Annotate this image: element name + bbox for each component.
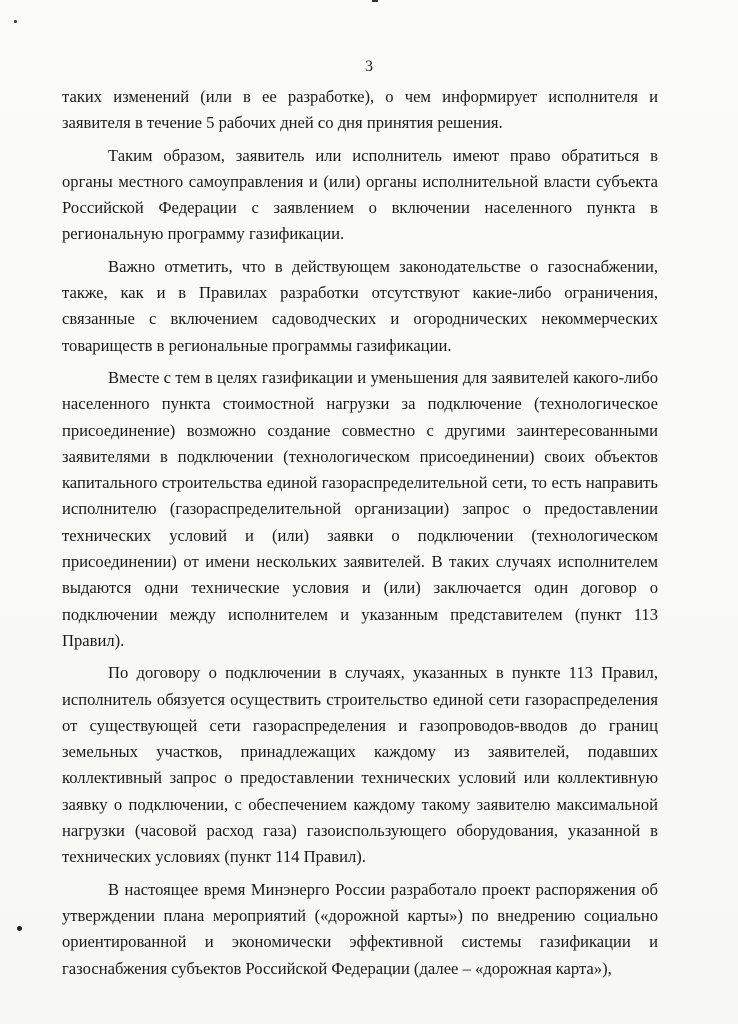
scan-mark: [14, 20, 17, 23]
scan-mark: [372, 0, 378, 2]
paragraph: Вместе с тем в целях газификации и уменьшения для заявителей какого-либо населенного пункта стоимостной нагрузки за подключение (технологическое присоединение) возможно создание совместно с другими заинтересованными заявителями в подключении (технологическом присоединении) своих объектов капитального строительства единой газораспределительной сети, то есть направить исполнителю (газораспределительной организации) запрос о предоставлении технических условий и (или) заявки о подключении (технологическом присоединении) от имени нескольких заявителей. В таких случаях исполнителем выдаются одни технические условия и (или) заключается один договор о подключении между исполнителем и указанным представителем (пункт 113 Правил).: [62, 367, 658, 650]
page-number: 3: [365, 58, 373, 75]
paragraph: В настоящее время Минэнерго России разработало проект распоряжения об утверждении плана мероприятий («дорожной карты») по внедрению социально ориентированной и экономически эффективной системы газификации и газоснабжения субъектов Российской Федерации (далее – «дорожная карта»),: [62, 879, 658, 978]
scan-speck: [17, 926, 22, 931]
paragraph: таких изменений (или в ее разработке), о чем информирует исполнителя и заявителя в течение 5 рабочих дней со дня принятия решения.: [62, 87, 658, 133]
document-body: [62, 84, 658, 988]
paragraph: Таким образом, заявитель или исполнитель имеют право обратиться в органы местного самоуправления и (или) органы исполнительной власти субъекта Российской Федерации с заявлением о включении населенного пункта в региональную программу газификации.: [62, 145, 658, 244]
paragraph: Важно отметить, что в действующем законодательстве о газоснабжении, также, как и в Правилах разработки отсутствуют какие-либо ограничения, связанные с включением садоводческих и огороднических некоммерческих товариществ в региональные программы газификации.: [62, 256, 658, 355]
paragraph: По договору о подключении в случаях, указанных в пункте 113 Правил, исполнитель обязуется осуществить строительство единой сети газораспределения от существующей сети газораспределения и газопроводов-вводов до границ земельных участков, принадлежащих каждому из заявителей, подавших коллективный запрос о предоставлении технических условий или коллективную заявку о подключении, с обеспечением каждому такому заявителю максимальной нагрузки (часовой расход газа) газоиспользующего оборудования, указанной в технических условиях (пункт 114 Правил).: [62, 663, 658, 867]
